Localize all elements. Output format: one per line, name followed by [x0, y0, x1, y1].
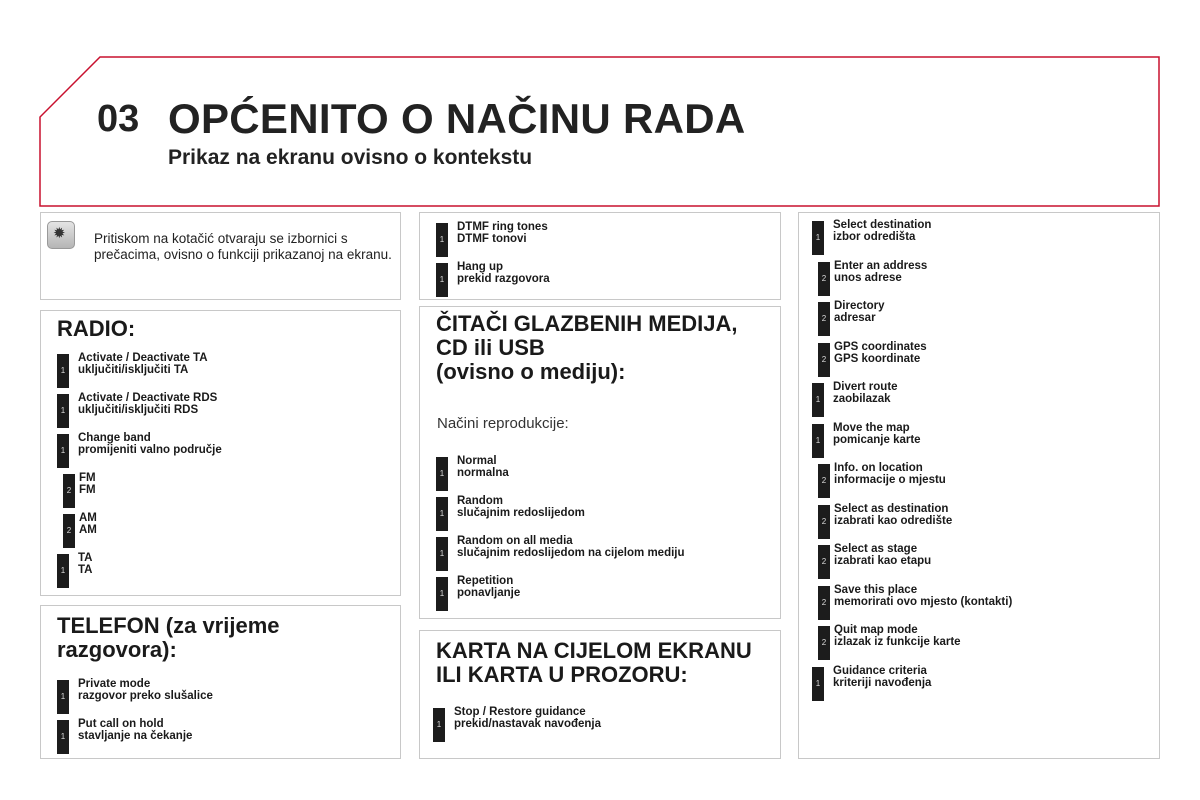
menu-level-marker: 1: [433, 708, 445, 742]
menu-level-marker: 1: [436, 537, 448, 571]
menu-level-marker: 2: [818, 262, 830, 296]
menu-level-marker: 1: [812, 383, 824, 417]
menu-level-marker: 2: [818, 545, 830, 579]
menu-item-label-hr: izbor odredišta: [833, 231, 916, 243]
menu-item-label-en: Random: [457, 495, 503, 507]
menu-item-label-hr: slučajnim redoslijedom na cijelom mediju: [457, 547, 685, 559]
menu-item-label-en: Hang up: [457, 261, 503, 273]
menu-item-text: [834, 503, 952, 527]
menu-item-text: [834, 260, 927, 284]
menu-level-marker: 2: [818, 302, 830, 336]
menu-level-marker: 1: [57, 720, 69, 754]
telefon-title: TELEFON (za vrijeme razgovora):: [57, 613, 280, 662]
call-menu-section: [419, 212, 781, 300]
menu-item-label-hr: prekid razgovora: [457, 273, 550, 285]
menu-item-label-en: Save this place: [834, 583, 918, 596]
menu-item-text: [78, 718, 192, 742]
menu-item-text: [833, 422, 921, 446]
menu-item-text: [457, 495, 585, 519]
menu-level-marker: 1: [436, 263, 448, 297]
intro-box: [40, 212, 401, 300]
radio-section: [40, 310, 401, 596]
menu-item-label-en: Activate / Deactivate RDS: [78, 392, 218, 404]
menu-item-label-hr: unos adrese: [834, 271, 902, 284]
menu-item-text: [79, 512, 97, 536]
menu-item-label-en: Move the map: [833, 421, 910, 434]
menu-item-label-en: Put call on hold: [78, 718, 164, 730]
menu-item-label-hr: pomicanje karte: [833, 433, 921, 446]
menu-item-text: [834, 462, 946, 486]
menu-item-label-en: AM: [79, 512, 97, 524]
menu-item-label-en: Activate / Deactivate TA: [78, 352, 208, 364]
menu-item-text: [78, 392, 217, 416]
menu-item-text: [834, 584, 1012, 608]
menu-item-label-hr: uključiti/isključiti RDS: [78, 404, 199, 416]
radio-title: RADIO:: [57, 316, 136, 341]
menu-item-label-hr: ponavljanje: [457, 587, 521, 599]
telefon-section: [40, 605, 401, 759]
menu-level-marker: 1: [57, 394, 69, 428]
menu-item-label-hr: razgovor preko slušalice: [78, 690, 213, 702]
menu-item-label-en: Directory: [834, 300, 885, 312]
menu-item-label-en: Divert route: [833, 381, 898, 393]
menu-item-label-hr: uključiti/isključiti TA: [78, 364, 189, 376]
menu-item-label-hr: memorirati ovo mjesto (kontakti): [834, 595, 1013, 608]
menu-item-text: [833, 219, 931, 243]
menu-item-label-hr: GPS koordinate: [834, 352, 921, 365]
menu-item-text: [833, 381, 898, 405]
page-subtitle: Prikaz na ekranu ovisno o kontekstu: [168, 146, 533, 169]
menu-level-marker: 2: [818, 586, 830, 620]
intro-text: Pritiskom na kotačić otvaraju se izbornici s prečacima, ovisno o funkciji prikazanoj na ekranu.: [94, 231, 392, 262]
menu-item-label-hr: izlazak iz funkcije karte: [834, 636, 961, 648]
menu-item-label-en: Guidance criteria: [833, 664, 927, 677]
navigation-section: [798, 212, 1160, 759]
menu-level-marker: 2: [63, 474, 75, 508]
menu-level-marker: 1: [57, 354, 69, 388]
menu-item-label-hr: prekid/nastavak navođenja: [454, 718, 602, 730]
menu-level-marker: 1: [57, 554, 69, 588]
menu-item-text: [78, 352, 208, 376]
menu-item-label-hr: DTMF tonovi: [457, 233, 527, 245]
menu-item-text: [457, 455, 509, 479]
menu-item-label-en: Info. on location: [834, 462, 923, 474]
menu-level-marker: 1: [57, 680, 69, 714]
media-title: ČITAČI GLAZBENIH MEDIJA, CD ili USB (ovisno o mediju):: [436, 311, 738, 384]
menu-item-text: [834, 300, 885, 324]
menu-item-label-en: FM: [79, 472, 96, 484]
menu-item-label-hr: FM: [79, 484, 96, 496]
menu-item-label-en: Select destination: [833, 219, 932, 231]
menu-item-text: [78, 432, 222, 456]
menu-item-label-en: Random on all media: [457, 535, 573, 547]
menu-level-marker: 2: [818, 343, 830, 377]
menu-level-marker: 1: [812, 424, 824, 458]
menu-level-marker: 2: [818, 505, 830, 539]
chapter-number: 03: [97, 98, 140, 140]
menu-item-label-en: TA: [78, 552, 93, 564]
menu-item-label-en: Enter an address: [834, 259, 928, 272]
dial-knob-icon: ✹: [47, 221, 75, 249]
menu-item-label-hr: slučajnim redoslijedom: [457, 507, 585, 519]
menu-item-label-hr: stavljanje na čekanje: [78, 730, 193, 742]
menu-level-marker: 1: [812, 221, 824, 255]
menu-item-label-hr: izabrati kao etapu: [834, 555, 932, 567]
menu-item-text: [79, 472, 96, 496]
menu-item-text: [834, 543, 931, 567]
menu-item-label-hr: adresar: [834, 312, 876, 324]
menu-item-text: [457, 535, 685, 559]
menu-item-text: [457, 261, 550, 285]
menu-level-marker: 2: [818, 626, 830, 660]
menu-item-label-en: Select as stage: [834, 543, 918, 555]
menu-item-label-hr: TA: [78, 564, 93, 576]
menu-item-label-en: GPS coordinates: [834, 340, 927, 353]
menu-item-text: [457, 575, 520, 599]
menu-item-label-en: Private mode: [78, 678, 151, 690]
menu-item-label-hr: promijeniti valno područje: [78, 444, 222, 456]
playback-modes-label: Načini reprodukcije:: [437, 415, 569, 432]
menu-item-text: [834, 341, 927, 365]
menu-level-marker: 2: [63, 514, 75, 548]
menu-item-label-hr: izabrati kao odredište: [834, 514, 953, 527]
map-title: KARTA NA CIJELOM EKRANU ILI KARTA U PROZORU:: [436, 638, 752, 687]
menu-item-label-hr: normalna: [457, 467, 509, 479]
map-section: [419, 630, 781, 759]
media-section: [419, 306, 781, 619]
menu-item-label-en: Change band: [78, 432, 151, 444]
menu-item-label-en: Normal: [457, 455, 497, 467]
menu-item-label-hr: kriteriji navođenja: [833, 676, 932, 689]
menu-item-label-en: Select as destination: [834, 502, 949, 515]
menu-item-text: [457, 221, 548, 245]
menu-level-marker: 1: [436, 223, 448, 257]
menu-level-marker: 1: [436, 577, 448, 611]
menu-level-marker: 2: [818, 464, 830, 498]
menu-item-label-en: Repetition: [457, 575, 514, 587]
page-title: OPĆENITO O NAČINU RADA: [168, 95, 746, 142]
menu-item-label-hr: AM: [79, 524, 97, 536]
menu-level-marker: 1: [436, 457, 448, 491]
menu-item-label-en: Stop / Restore guidance: [454, 706, 586, 718]
menu-level-marker: 1: [57, 434, 69, 468]
menu-item-label-hr: informacije o mjestu: [834, 474, 946, 486]
menu-item-text: [834, 624, 961, 648]
menu-item-label-en: Quit map mode: [834, 624, 918, 636]
menu-item-label-en: DTMF ring tones: [457, 221, 548, 233]
menu-item-text: [833, 665, 931, 689]
menu-item-text: [78, 552, 92, 576]
menu-level-marker: 1: [436, 497, 448, 531]
menu-item-text: [454, 706, 601, 730]
menu-item-text: [78, 678, 213, 702]
menu-item-label-hr: zaobilazak: [833, 393, 891, 405]
menu-level-marker: 1: [812, 667, 824, 701]
